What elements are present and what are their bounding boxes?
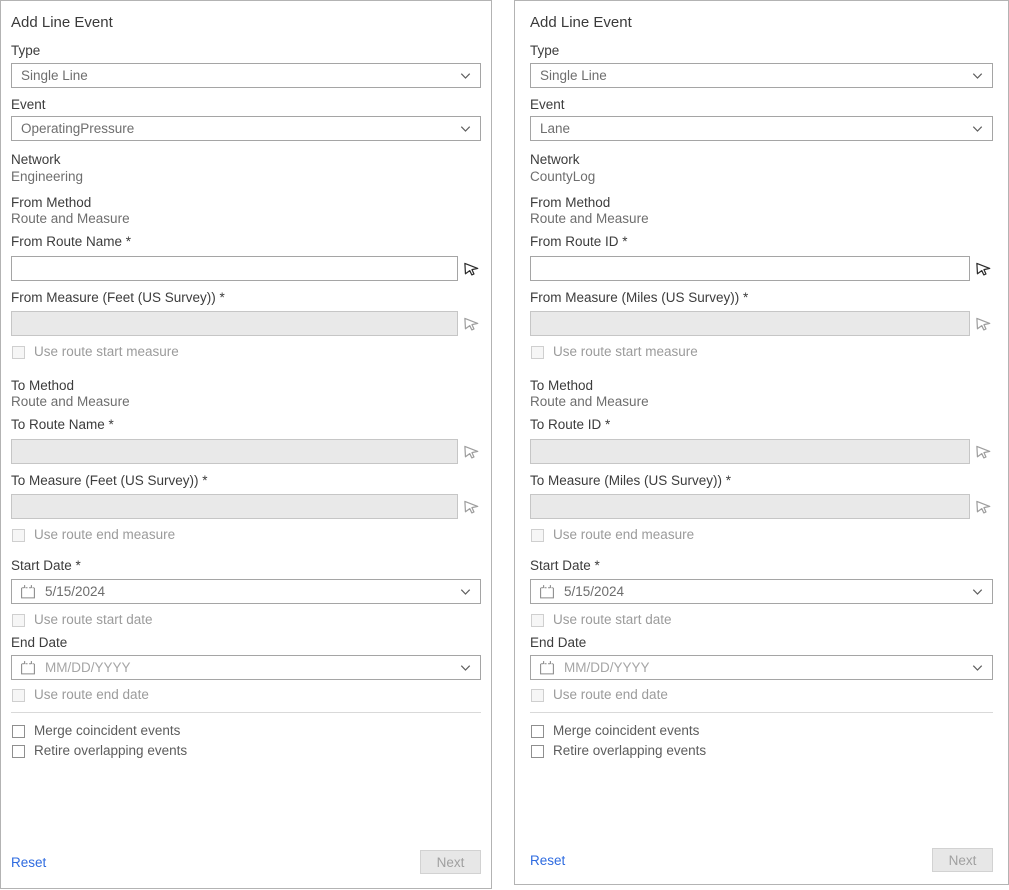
to-measure-label: To Measure (Miles (US Survey)) * xyxy=(530,473,732,488)
start-date-picker[interactable] xyxy=(11,579,481,604)
use-route-start-measure-label: Use route start measure xyxy=(553,344,698,359)
start-date-picker[interactable] xyxy=(530,579,993,604)
select-on-map-pointer-icon[interactable] xyxy=(975,260,993,278)
calendar-icon xyxy=(20,660,36,676)
start-date-value: 5/15/2024 xyxy=(45,584,106,599)
end-date-placeholder: MM/DD/YYYY xyxy=(564,660,650,675)
use-route-end-date-label: Use route end date xyxy=(553,687,668,702)
network-label: Network xyxy=(530,152,580,167)
calendar-icon xyxy=(539,660,555,676)
retire-overlapping-events-row xyxy=(530,744,993,758)
event-select-value: OperatingPressure xyxy=(21,121,135,136)
use-route-start-date-row xyxy=(11,613,481,627)
panel-footer xyxy=(530,848,993,872)
retire-overlapping-events-row xyxy=(11,744,481,758)
use-route-start-measure-label: Use route start measure xyxy=(34,344,179,359)
to-route-input xyxy=(11,439,458,464)
chevron-down-icon xyxy=(460,125,471,132)
chevron-down-icon xyxy=(972,125,983,132)
to-route-input xyxy=(530,439,970,464)
end-date-label: End Date xyxy=(530,635,587,650)
use-route-start-measure-checkbox xyxy=(531,346,544,359)
retire-overlapping-events-label: Retire overlapping events xyxy=(553,743,707,758)
from-measure-input xyxy=(11,311,458,336)
to-method-label: To Method xyxy=(11,378,75,393)
event-select-value: Lane xyxy=(540,121,571,136)
use-route-start-date-label: Use route start date xyxy=(34,612,153,627)
add-line-event-panel xyxy=(514,0,1009,885)
select-on-map-pointer-icon[interactable] xyxy=(463,260,481,278)
panel-title: Add Line Event xyxy=(530,14,632,31)
use-route-start-measure-row xyxy=(11,345,481,359)
from-measure-input xyxy=(530,311,970,336)
retire-overlapping-events-label: Retire overlapping events xyxy=(34,743,188,758)
merge-coincident-events-label: Merge coincident events xyxy=(553,723,700,738)
chevron-down-icon xyxy=(972,664,983,671)
use-route-end-measure-row xyxy=(530,528,993,542)
use-route-start-date-checkbox xyxy=(531,614,544,627)
chevron-down-icon xyxy=(972,72,983,79)
merge-coincident-events-checkbox[interactable] xyxy=(531,725,544,738)
to-measure-input xyxy=(530,494,970,519)
add-line-event-panel xyxy=(0,0,492,889)
network-value: Engineering xyxy=(11,169,84,184)
end-date-picker[interactable] xyxy=(11,655,481,680)
use-route-end-measure-label: Use route end measure xyxy=(553,527,695,542)
from-route-label: From Route ID * xyxy=(530,234,628,249)
type-select[interactable] xyxy=(530,63,993,88)
to-route-label: To Route ID * xyxy=(530,417,611,432)
select-on-map-pointer-icon xyxy=(463,498,481,516)
type-select-value: Single Line xyxy=(540,68,607,83)
from-route-label: From Route Name * xyxy=(11,234,132,249)
from-method-value: Route and Measure xyxy=(530,211,649,226)
end-date-label: End Date xyxy=(11,635,68,650)
merge-coincident-events-row xyxy=(11,724,481,738)
to-method-label: To Method xyxy=(530,378,594,393)
type-label: Type xyxy=(530,43,560,58)
event-label: Event xyxy=(11,97,46,112)
start-date-label: Start Date * xyxy=(11,558,81,573)
select-on-map-pointer-icon xyxy=(463,315,481,333)
calendar-icon xyxy=(20,584,36,600)
from-route-input[interactable] xyxy=(530,256,970,281)
from-measure-label: From Measure (Miles (US Survey)) * xyxy=(530,290,749,305)
retire-overlapping-events-checkbox[interactable] xyxy=(531,745,544,758)
to-method-value: Route and Measure xyxy=(530,394,649,409)
use-route-end-measure-row xyxy=(11,528,481,542)
chevron-down-icon xyxy=(460,588,471,595)
next-button: Next xyxy=(420,850,481,874)
use-route-start-measure-row xyxy=(530,345,993,359)
use-route-end-date-checkbox xyxy=(12,689,25,702)
network-label: Network xyxy=(11,152,61,167)
merge-coincident-events-label: Merge coincident events xyxy=(34,723,181,738)
select-on-map-pointer-icon xyxy=(463,443,481,461)
chevron-down-icon xyxy=(460,664,471,671)
use-route-start-measure-checkbox xyxy=(12,346,25,359)
section-divider xyxy=(530,712,993,713)
panel-footer xyxy=(11,850,481,874)
panel-title: Add Line Event xyxy=(11,14,113,31)
merge-coincident-events-checkbox[interactable] xyxy=(12,725,25,738)
use-route-end-date-label: Use route end date xyxy=(34,687,149,702)
retire-overlapping-events-checkbox[interactable] xyxy=(12,745,25,758)
use-route-start-date-checkbox xyxy=(12,614,25,627)
calendar-icon xyxy=(539,584,555,600)
end-date-placeholder: MM/DD/YYYY xyxy=(45,660,131,675)
type-select-value: Single Line xyxy=(21,68,88,83)
select-on-map-pointer-icon xyxy=(975,498,993,516)
network-value: CountyLog xyxy=(530,169,596,184)
to-measure-label: To Measure (Feet (US Survey)) * xyxy=(11,473,208,488)
use-route-end-measure-label: Use route end measure xyxy=(34,527,176,542)
end-date-picker[interactable] xyxy=(530,655,993,680)
from-measure-label: From Measure (Feet (US Survey)) * xyxy=(11,290,225,305)
to-route-label: To Route Name * xyxy=(11,417,114,432)
event-label: Event xyxy=(530,97,565,112)
from-method-value: Route and Measure xyxy=(11,211,130,226)
reset-link[interactable]: Reset xyxy=(11,854,47,870)
type-label: Type xyxy=(11,43,41,58)
start-date-label: Start Date * xyxy=(530,558,600,573)
select-on-map-pointer-icon xyxy=(975,443,993,461)
reset-link[interactable]: Reset xyxy=(530,852,566,868)
use-route-end-measure-checkbox xyxy=(531,529,544,542)
chevron-down-icon xyxy=(460,72,471,79)
use-route-end-date-row xyxy=(11,688,481,702)
chevron-down-icon xyxy=(972,588,983,595)
use-route-end-measure-checkbox xyxy=(12,529,25,542)
to-method-value: Route and Measure xyxy=(11,394,130,409)
type-select[interactable] xyxy=(11,63,481,88)
section-divider xyxy=(11,712,481,713)
from-route-input[interactable] xyxy=(11,256,458,281)
from-method-label: From Method xyxy=(11,195,92,210)
start-date-value: 5/15/2024 xyxy=(564,584,625,599)
use-route-start-date-label: Use route start date xyxy=(553,612,672,627)
from-method-label: From Method xyxy=(530,195,611,210)
use-route-end-date-checkbox xyxy=(531,689,544,702)
merge-coincident-events-row xyxy=(530,724,993,738)
use-route-start-date-row xyxy=(530,613,993,627)
next-button: Next xyxy=(932,848,993,872)
to-measure-input xyxy=(11,494,458,519)
event-select[interactable] xyxy=(530,116,993,141)
use-route-end-date-row xyxy=(530,688,993,702)
event-select[interactable] xyxy=(11,116,481,141)
select-on-map-pointer-icon xyxy=(975,315,993,333)
